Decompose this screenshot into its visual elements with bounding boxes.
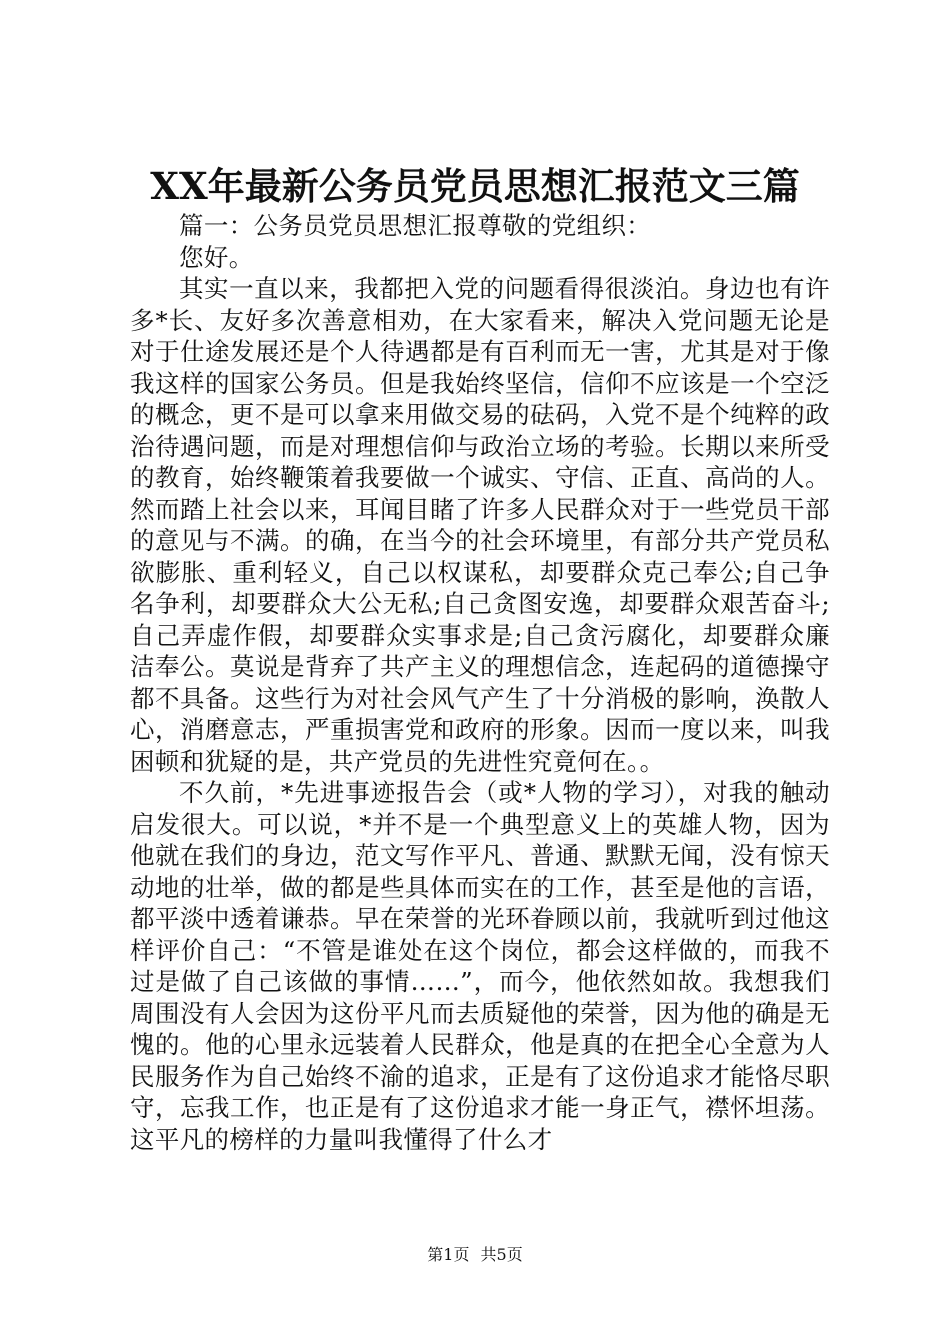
page-total: 共5页 xyxy=(480,1245,523,1264)
paragraph-greeting: 您好。 xyxy=(179,242,254,272)
page-number: 第1页 xyxy=(427,1245,470,1264)
document-body xyxy=(130,210,830,1155)
paragraph-section-heading: 篇一：公务员党员思想汇报尊敬的党组织： xyxy=(179,211,652,240)
paragraph-body-2: 不久前，*先进事迹报告会（或*人物的学习），对我的触动启发很大。可以说，*并不是一个典型意义上的英雄人物，因为他就在我们的身边，范文写作平凡、普通、默默无闻，没有惊天动地的壮举，做的都是些具体而实在的工作，甚至是他的言语，都平淡中透着谦恭。早在荣誉的光环眷顾以前，我就听到过他这样评价自己：“不管是谁处在这个岗位，都会这样做的，而我不过是做了自己该做的事情……”，而今，他依然如故。我想我们周围没有人会因为这份平凡而去质疑他的荣誉，因为他的确是无愧的。他的心里永远装着人民群众，他是真的在把全心全意为人民服务作为自己始终不渝的追求，正是有了这份追求才能恪尽职守，忘我工作，也正是有了这份追求才能一身正气，襟怀坦荡。这平凡的榜样的力量叫我懂得了什么才 xyxy=(130,778,830,1154)
page-footer xyxy=(0,1244,950,1266)
document-title: XX年最新公务员党员思想汇报范文三篇 xyxy=(150,164,800,208)
paragraph-body-1: 其实一直以来，我都把入党的问题看得很淡泊。身边也有许多*长、友好多次善意相劝，在大家看来，解决入党问题无论是对于仕途发展还是个人待遇都是有百利而无一害，尤其是对于像我这样的国家公务员。但是我始终坚信，信仰不应该是一个空泛的概念，更不是可以拿来用做交易的砝码，入党不是个纯粹的政治待遇问题，而是对理想信仰与政治立场的考验。长期以来所受的教育，始终鞭策着我要做一个诚实、守信、正直、高尚的人。然而踏上社会以来，耳闻目睹了许多人民群众对于一些党员干部的意见与不满。的确，在当今的社会环境里，有部分共产党员私欲膨胀、重利轻义，自己以权谋私，却要群众克己奉公;自己争名争利，却要群众大公无私;自己贪图安逸，却要群众艰苦奋斗;自己弄虚作假，却要群众实事求是;自己贪污腐化，却要群众廉洁奉公。莫说是背弃了共产主义的理想信念，连起码的道德操守都不具备。这些行为对社会风气产生了十分消极的影响，涣散人心，消磨意志，严重损害党和政府的形象。因而一度以来，叫我困顿和犹疑的是，共产党员的先进性究竟何在。。 xyxy=(130,274,830,776)
